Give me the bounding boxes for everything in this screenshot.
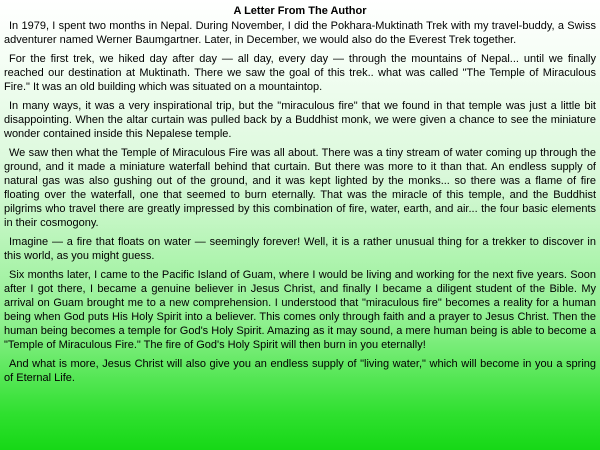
paragraph-imagine: Imagine — a fire that floats on water — seemingly forever! Well, it is a rather unusual thing for a trekker to discover in this world, as you might guess. [4, 236, 596, 262]
paragraph-living-water: And what is more, Jesus Christ will also give you an endless supply of "living water," which will become in you a spring of Eternal Life. [4, 358, 596, 384]
paragraph-nepal-trip: In 1979, I spent two months in Nepal. During November, I did the Pokhara-Muktinath Trek with my travel-buddy, a Swiss adventurer named Werner Baumgartner. Later, in December, we would also do the Everest Trek together. [4, 20, 596, 46]
letter-title: A Letter From The Author [233, 5, 367, 17]
paragraph-temple-explained: We saw then what the Temple of Miraculous Fire was all about. There was a tiny stream of water coming up through the ground, and it made a miniature waterfall behind that curtain. But there was more to it than that. An endless supply of natural gas was also gushing out of the ground, and it was kept lighted by the monks... so there was a flame of fire floating over the waterfall, one that seemed to burn eternally. That was the miracle of this temple, and the Buddhist pilgrims who travel there are greatly impressed by this combination of fire, water, earth, and air... the four basic elements in their cosmogony. [4, 147, 596, 229]
paragraph-inspirational-trip: In many ways, it was a very inspirational trip, but the "miraculous fire" that we found in that temple was just a little bit disappointing. When the altar curtain was pulled back by a Buddhist monk, we were given a chance to see the miniature wonder contained inside this Nepalese temple. [4, 100, 596, 140]
paragraph-guam: Six months later, I came to the Pacific Island of Guam, where I would be living and working for the next five years. Soon after I got there, I became a genuine believer in Jesus Christ, and finally I became a diligent student of the Bible. My arrival on Guam brought me to a new comprehension. I understood that "miraculous fire" becomes a reality for a human being when God puts His Holy Spirit into a believer. This comes only through faith and a prayer to Jesus Christ. Then the human being becomes a temple for God's Holy Spirit. Amazing as it may sound, a mere human being is able to become a "Temple of Miraculous Fire." The fire of God's Holy Spirit will then burn in you eternally! [4, 269, 596, 351]
paragraph-first-trek: For the first trek, we hiked day after day — all day, every day — through the mountains of Nepal... until we finally reached our destination at Muktinath. There we saw the goal of this trek.. what was called "The Temple of Miraculous Fire." It was an old building which was situated on a mountaintop. [4, 53, 596, 93]
